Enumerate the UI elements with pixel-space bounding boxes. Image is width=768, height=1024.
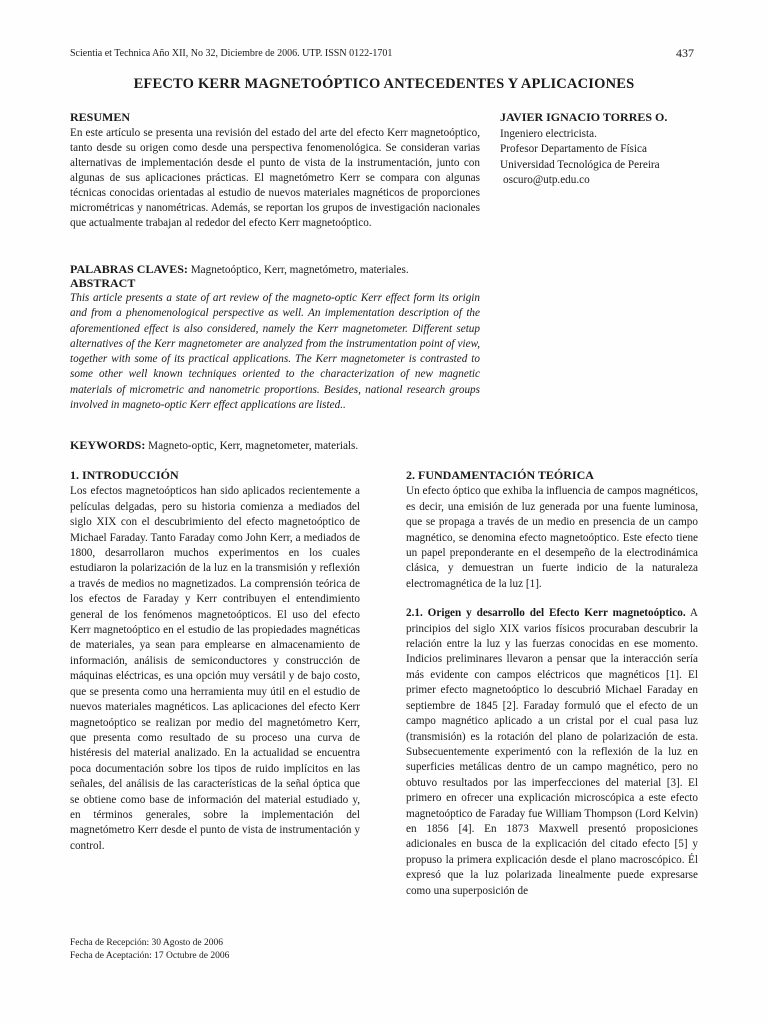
subsection-paragraph xyxy=(406,606,698,899)
resumen-text: En este artículo se presenta una revisión del estado del arte del efecto Kerr magnetoóptico, tanto desde su origen como desde una perspectiva fenomenológica. Se consideran varias alternativas de implementación desde el punto de vista de la instrumentación, junto con algunas de sus aplicaciones prácticas. El magnetómetro Kerr se compara con algunas técnicas conocidas orientadas al estudio de nuevos materiales magnéticos de proporciones micrométricas y nanométricas. Además, se reportan los grupos de investigación nacionales que actualmente trabajan al rededor del efecto Kerr magnetoóptico. xyxy=(70,127,480,229)
intro-heading: 1. INTRODUCCIÓN xyxy=(70,468,179,482)
fecha-aceptacion: Fecha de Aceptación: 17 Octubre de 2006 xyxy=(70,951,230,961)
palabras-claves-label: PALABRAS CLAVES: xyxy=(70,262,188,276)
fecha-recepcion: Fecha de Recepción: 30 Agosto de 2006 xyxy=(70,938,224,948)
abstract-text: This article presents a state of art review of the magneto-optic Kerr effect form its origin and from a phenomenological perspective as well. An implementation description of the aforementioned effect is also considered, namely the Kerr magnetometer. Different setup alternatives of the Kerr magnetometer are analyzed from the instrumentation point of view, together with some of its practical applications. The Kerr magnetometer is contrasted to some other well known techniques oriented to the characterization of new magnetic materials of micrometric and nanometric proportions. Besides, national research groups involved in magneto-optic Kerr effect applications are listed.. xyxy=(70,292,480,412)
fundamentacion-heading: 2. FUNDAMENTACIÓN TEÓRICA xyxy=(406,468,594,482)
keywords xyxy=(70,438,358,453)
column-right xyxy=(406,468,698,899)
author-block xyxy=(500,110,667,189)
footer-dates xyxy=(70,937,229,963)
fundamentacion-text: Un efecto óptico que exhiba la influencia de campos magnéticos, es decir, una emisión de luz generada por una fuente luminosa, que se propaga a través de un medio en presencia de un campo magnético, se denomina efecto magnetoóptico. Este efecto tiene un papel preponderante en el desempeño de la electrodinámica clásica, y demuestran un fuerte indicio de la naturaleza electromagnética de la luz [1]. xyxy=(406,485,698,590)
author-position: Profesor Departamento de Física xyxy=(500,143,647,155)
subsection-text: A principios del siglo XIX varios físicos procuraban descubrir la relación entre la luz y las fuerzas conocidas en ese momento. Indicios preliminares llevaron a pensar que la interacción sería más evidente con campos eléctricos que magnéticos [1]. El primer efecto magnetoóptico lo descubrió Michael Faraday en septiembre de 1845 [2]. Faraday formuló que el efecto de un campo magnético aplicado a un cristal por el cual pasa luz (transmisión) es la rotación del plano de polarización de esta. Subsecuentemente experimentó con la reflexión de la luz en superficies metálicas dentro de un campo magnético, pero no obtuvo resultados por las imperfecciones del material [3]. El primero en ofrecer una explicación microscópica a este efecto magnetoóptico de Faraday fue William Thompson (Lord Kelvin) en 1856 [4]. En 1873 Maxwell presentó proposiciones adicionales en busca de la explicación del citado efecto [5] y propuso la primera explicación desde el plano macroscópico. Él expresó que la luz polarizada linealmente puede expresarse como una superposición de xyxy=(406,607,698,897)
journal-citation: Scientia et Technica Año XII, No 32, Diciembre de 2006. UTP. ISSN 0122-1701 xyxy=(70,48,393,59)
column-left xyxy=(70,468,360,854)
author-name: JAVIER IGNACIO TORRES O. xyxy=(500,110,668,124)
author-email: oscuro@utp.edu.co xyxy=(503,174,590,186)
intro-text: Los efectos magnetoópticos han sido aplicados recientemente a películas delgadas, pero su historia comienza a mediados del siglo XIX con el descubrimiento del efecto magnetoóptico de Michael Faraday. Tanto Faraday como John Kerr, a mediados de 1800, desarrollaron muchos experimentos en los cuales estudiaron la polarización de la luz en la transmisión y reflexión a través de medios no magnetizados. La comprensión teórica de los efectos de Faraday y Kerr contribuyen el entendimiento general de los fenómenos magnetoópticos. El uso del efecto Kerr magnetoóptico en el estudio de las propiedades magnéticas de materiales, ya sean para emplearse en almacenamiento de información, análisis de semiconductores y construcción de máquinas eléctricas, es una opción muy versátil y de bajo costo, que se presenta como una herramienta muy útil en el estudio de nuevos materiales magnéticos. Las aplicaciones del efecto Kerr magnetoóptico se realizan por medio del magnetómetro Kerr, que presenta como resultado de su proceso una curva de histéresis del material analizado. En la actualidad se encuentra poca documentación sobre los tipos de ruido implícitos en las señales, del análisis de las características de la señal óptica que se obtiene como base de información del material estudiado y, en términos generales, sobre la implementación del magnetómetro Kerr desde el punto de vista de instrumentación y control. xyxy=(70,485,360,852)
author-role: Ingeniero electricista. xyxy=(500,127,597,140)
subsection-heading: 2.1. Origen y desarrollo del Efecto Kerr magnetoóptico. xyxy=(406,607,686,620)
abstract-heading: ABSTRACT xyxy=(70,276,136,290)
palabras-claves-text: Magnetoóptico, Kerr, magnetómetro, materiales. xyxy=(190,264,409,276)
keywords-label: KEYWORDS: xyxy=(70,438,146,452)
resumen-heading: RESUMEN xyxy=(70,110,131,124)
palabras-claves xyxy=(70,262,409,277)
author-institution: Universidad Tecnológica de Pereira xyxy=(500,158,660,171)
page-number: 437 xyxy=(676,46,694,60)
paper-title: EFECTO KERR MAGNETOÓPTICO ANTECEDENTES Y APLICACIONES xyxy=(133,76,635,92)
keywords-text: Magneto-optic, Kerr, magnetometer, materials. xyxy=(148,440,359,452)
